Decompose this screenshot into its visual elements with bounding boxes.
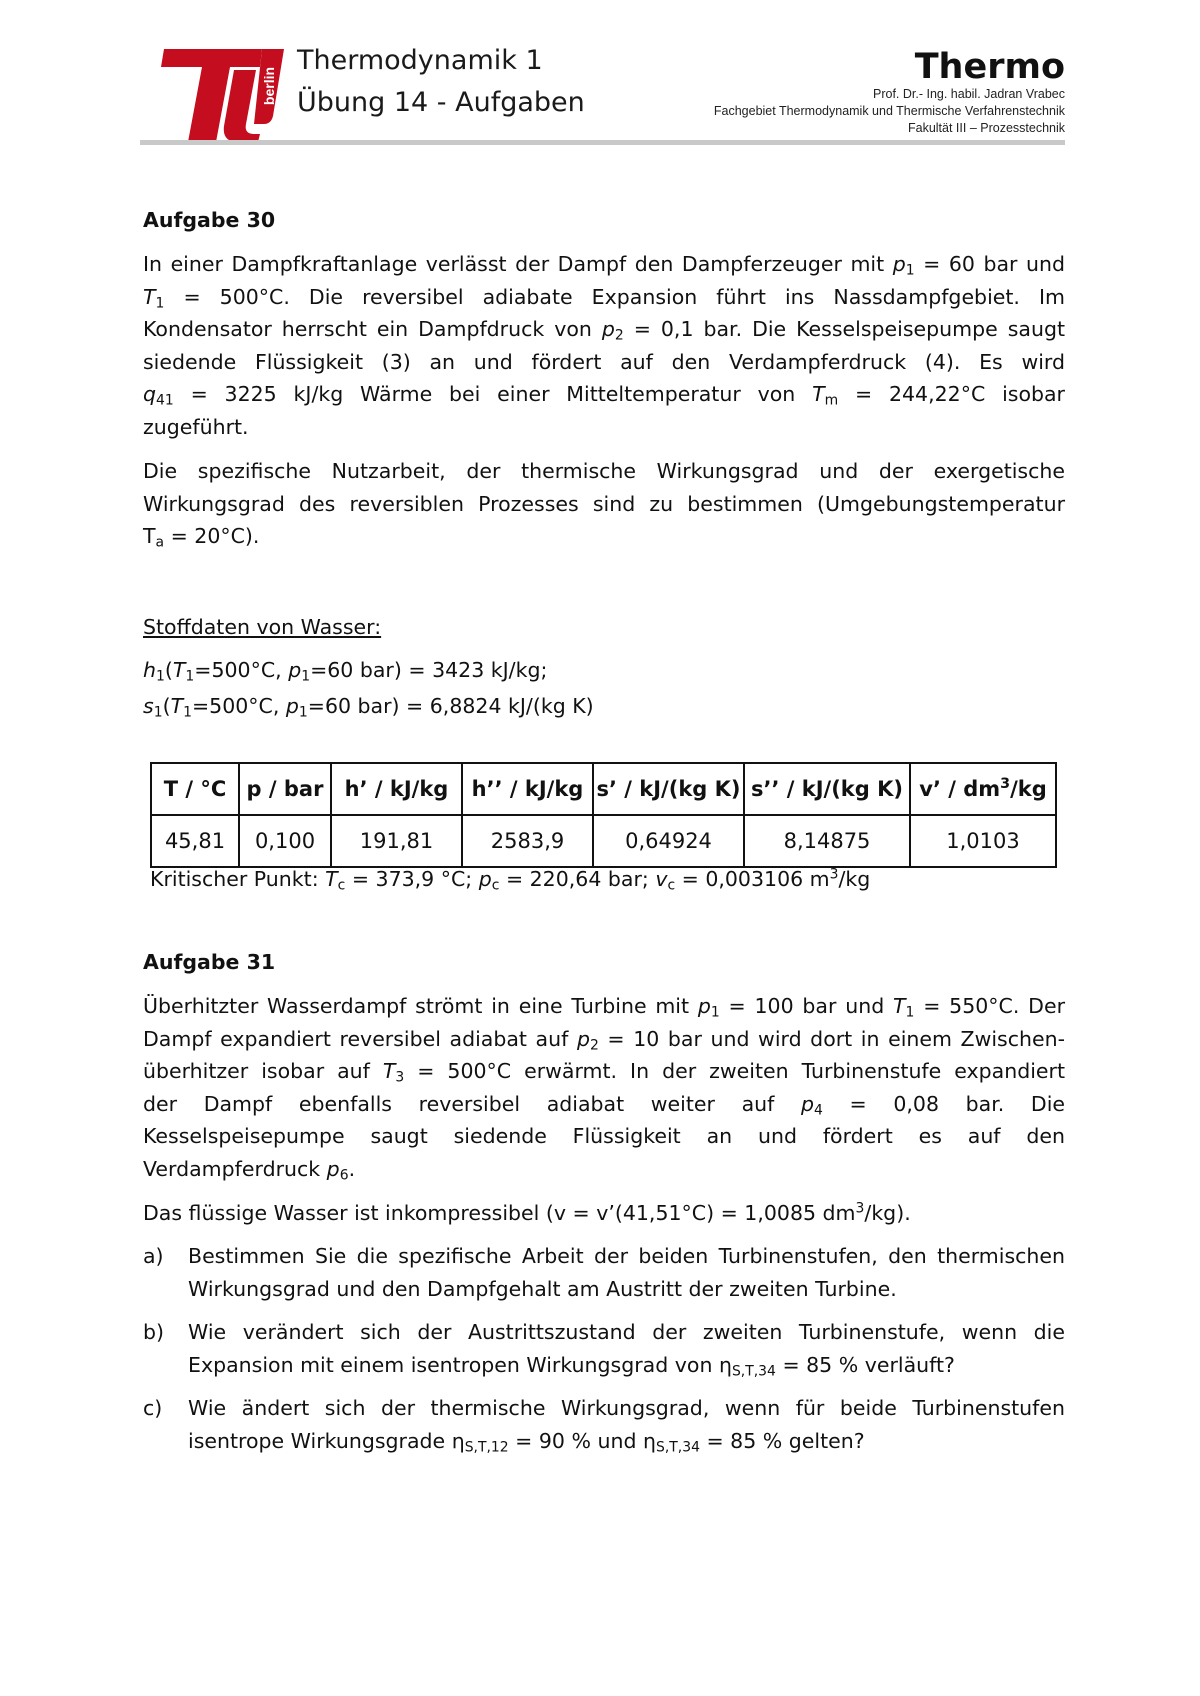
list-item: a) Bestimmen Sie die spezifische Arbeit der beiden Turbinenstufen, den thermischen Wirkungsgrad und den Dampfgehalt am Austritt der zweiten Turbine. — [143, 1240, 1065, 1305]
table-cell: 1,0103 — [910, 815, 1056, 867]
entropy-s1-line: $s_1(T_1=500^\circ C$, $p_1=60$ bar) = 6,8824 kJ/(kg K) — [143, 694, 594, 721]
table-cell: 0,100 — [239, 815, 331, 867]
tu-berlin-logo — [158, 46, 286, 144]
aufgabe30-paragraph-1: In einer Dampfkraftanlage verlässt der Dampf den Dampferzeuger mit $p_1 = 60$ bar und $T_1 = 500^\circ C$. Die reversibel adiabate Expansion führt ins Nassdampfgebiet. Im Kondensator herrscht ein Dampfdruck von $p_2 = 0,1$ bar. Die Kesselspeisepumpe saugt siedende Flüssigkeit (3) an und fördert auf den Verdampferdruck (4). Es wird $q_{41} = 3225$ kJ/kg Wärme bei einer Mitteltemperatur von $T_m = 244,22^\circ C$ isobar zugeführt. — [143, 252, 1065, 439]
list-item: b) Wie verändert sich der Austrittszustand der zweiten Turbinenstufe, wenn die Expansion mit einem isentropen Wirkungsgrad von $\eta_{S,T,34} = 85$ % verläuft? — [143, 1316, 1065, 1381]
steam-properties-table — [150, 762, 1057, 868]
table-cell: 0,64924 — [593, 815, 744, 867]
list-marker: c) — [143, 1396, 163, 1420]
aufgabe30-paragraph-2: Die spezifische Nutzarbeit, der thermische Wirkungsgrad und der exergetische Wirkungsgrad des reversiblen Prozesses sind zu bestimmen (Umgebungstemperatur $T_a = 20^\circ C$). — [143, 459, 1065, 551]
list-marker: a) — [143, 1244, 164, 1268]
table-header-cell: v’ / $dm^3/kg$ — [910, 763, 1056, 815]
critical-point-line: Kritischer Punkt: $T_c = 373,9$ °C; $p_c = 220,64$ bar; $v_c = 0,003106$ $m^3/kg$ — [150, 866, 871, 894]
brand-title: Thermo — [914, 47, 1065, 87]
table-header-cell: T / °C — [151, 763, 239, 815]
header-department-block — [714, 48, 1065, 137]
table-cell: 8,14875 — [744, 815, 910, 867]
list-marker: b) — [143, 1320, 165, 1344]
table-header-cell: h’ / kJ/kg — [331, 763, 462, 815]
logo-berlin-text: berlin — [261, 66, 277, 106]
table-cell: 2583,9 — [462, 815, 593, 867]
aufgabe31-subtasks — [143, 1240, 1065, 1457]
faculty-line: Fakultät III – Prozesstechnik — [907, 121, 1065, 135]
table-cell: 45,81 — [151, 815, 239, 867]
enthalpy-h1-line: $h_1(T_1=500^\circ C$, $p_1=60$ bar) = 3423 kJ/kg; — [143, 658, 548, 685]
course-title: Thermodynamik 1 — [297, 45, 543, 76]
table-header-cell: h’’ / kJ/kg — [462, 763, 593, 815]
table-header-cell: s’’ / kJ/(kg K) — [744, 763, 910, 815]
aufgabe31-heading: Aufgabe 31 — [143, 950, 276, 974]
table-header-cell: s’ / kJ/(kg K) — [593, 763, 744, 815]
stoffdaten-title: Stoffdaten von Wasser: — [143, 615, 382, 639]
table-cell: 191,81 — [331, 815, 462, 867]
list-item: c) Wie ändert sich der thermische Wirkungsgrad, wenn für beide Turbinenstufen isentrope Wirkungsgrade $\eta_{S,T,12} = 90$ % und $\eta_{S,T,34} = 85$ % gelten? — [143, 1392, 1065, 1457]
professor-line: Prof. Dr.- Ing. habil. Jadran Vrabec — [873, 87, 1065, 101]
table-row — [151, 815, 1056, 867]
aufgabe30-heading: Aufgabe 30 — [143, 208, 276, 232]
aufgabe31-paragraph-2: Das flüssige Wasser ist inkompressibel (v = v’(41,51°C) = 1,0085 $dm^3/kg$). — [143, 1200, 911, 1225]
aufgabe31-paragraph-1: Überhitzter Wasserdampf strömt in eine Turbine mit $p_1 = 100$ bar und $T_1 = 550^\circ C$. Der Dampf expandiert reversibel adiabat auf $p_2 = 10$ bar und wird dort in einem Zwischen- überhitzer isobar auf $T_3 = 500^\circ C$ erwärmt. In der zweiten Turbinenstufe expandiert der Dampf ebenfalls reversibel adiabat weiter auf $p_4 = 0,08$ bar. Die Kesselspeisepumpe saugt siedende Flüssigkeit an und fördert es auf den Verdampferdruck $p_6$. — [143, 994, 1066, 1183]
sheet-subtitle: Übung 14 - Aufgaben — [297, 87, 585, 118]
header-rule — [140, 140, 1065, 145]
department-line: Fachgebiet Thermodynamik und Thermische Verfahrenstechnik — [713, 104, 1065, 118]
table-header-row — [151, 763, 1056, 815]
table-header-cell: p / bar — [239, 763, 331, 815]
